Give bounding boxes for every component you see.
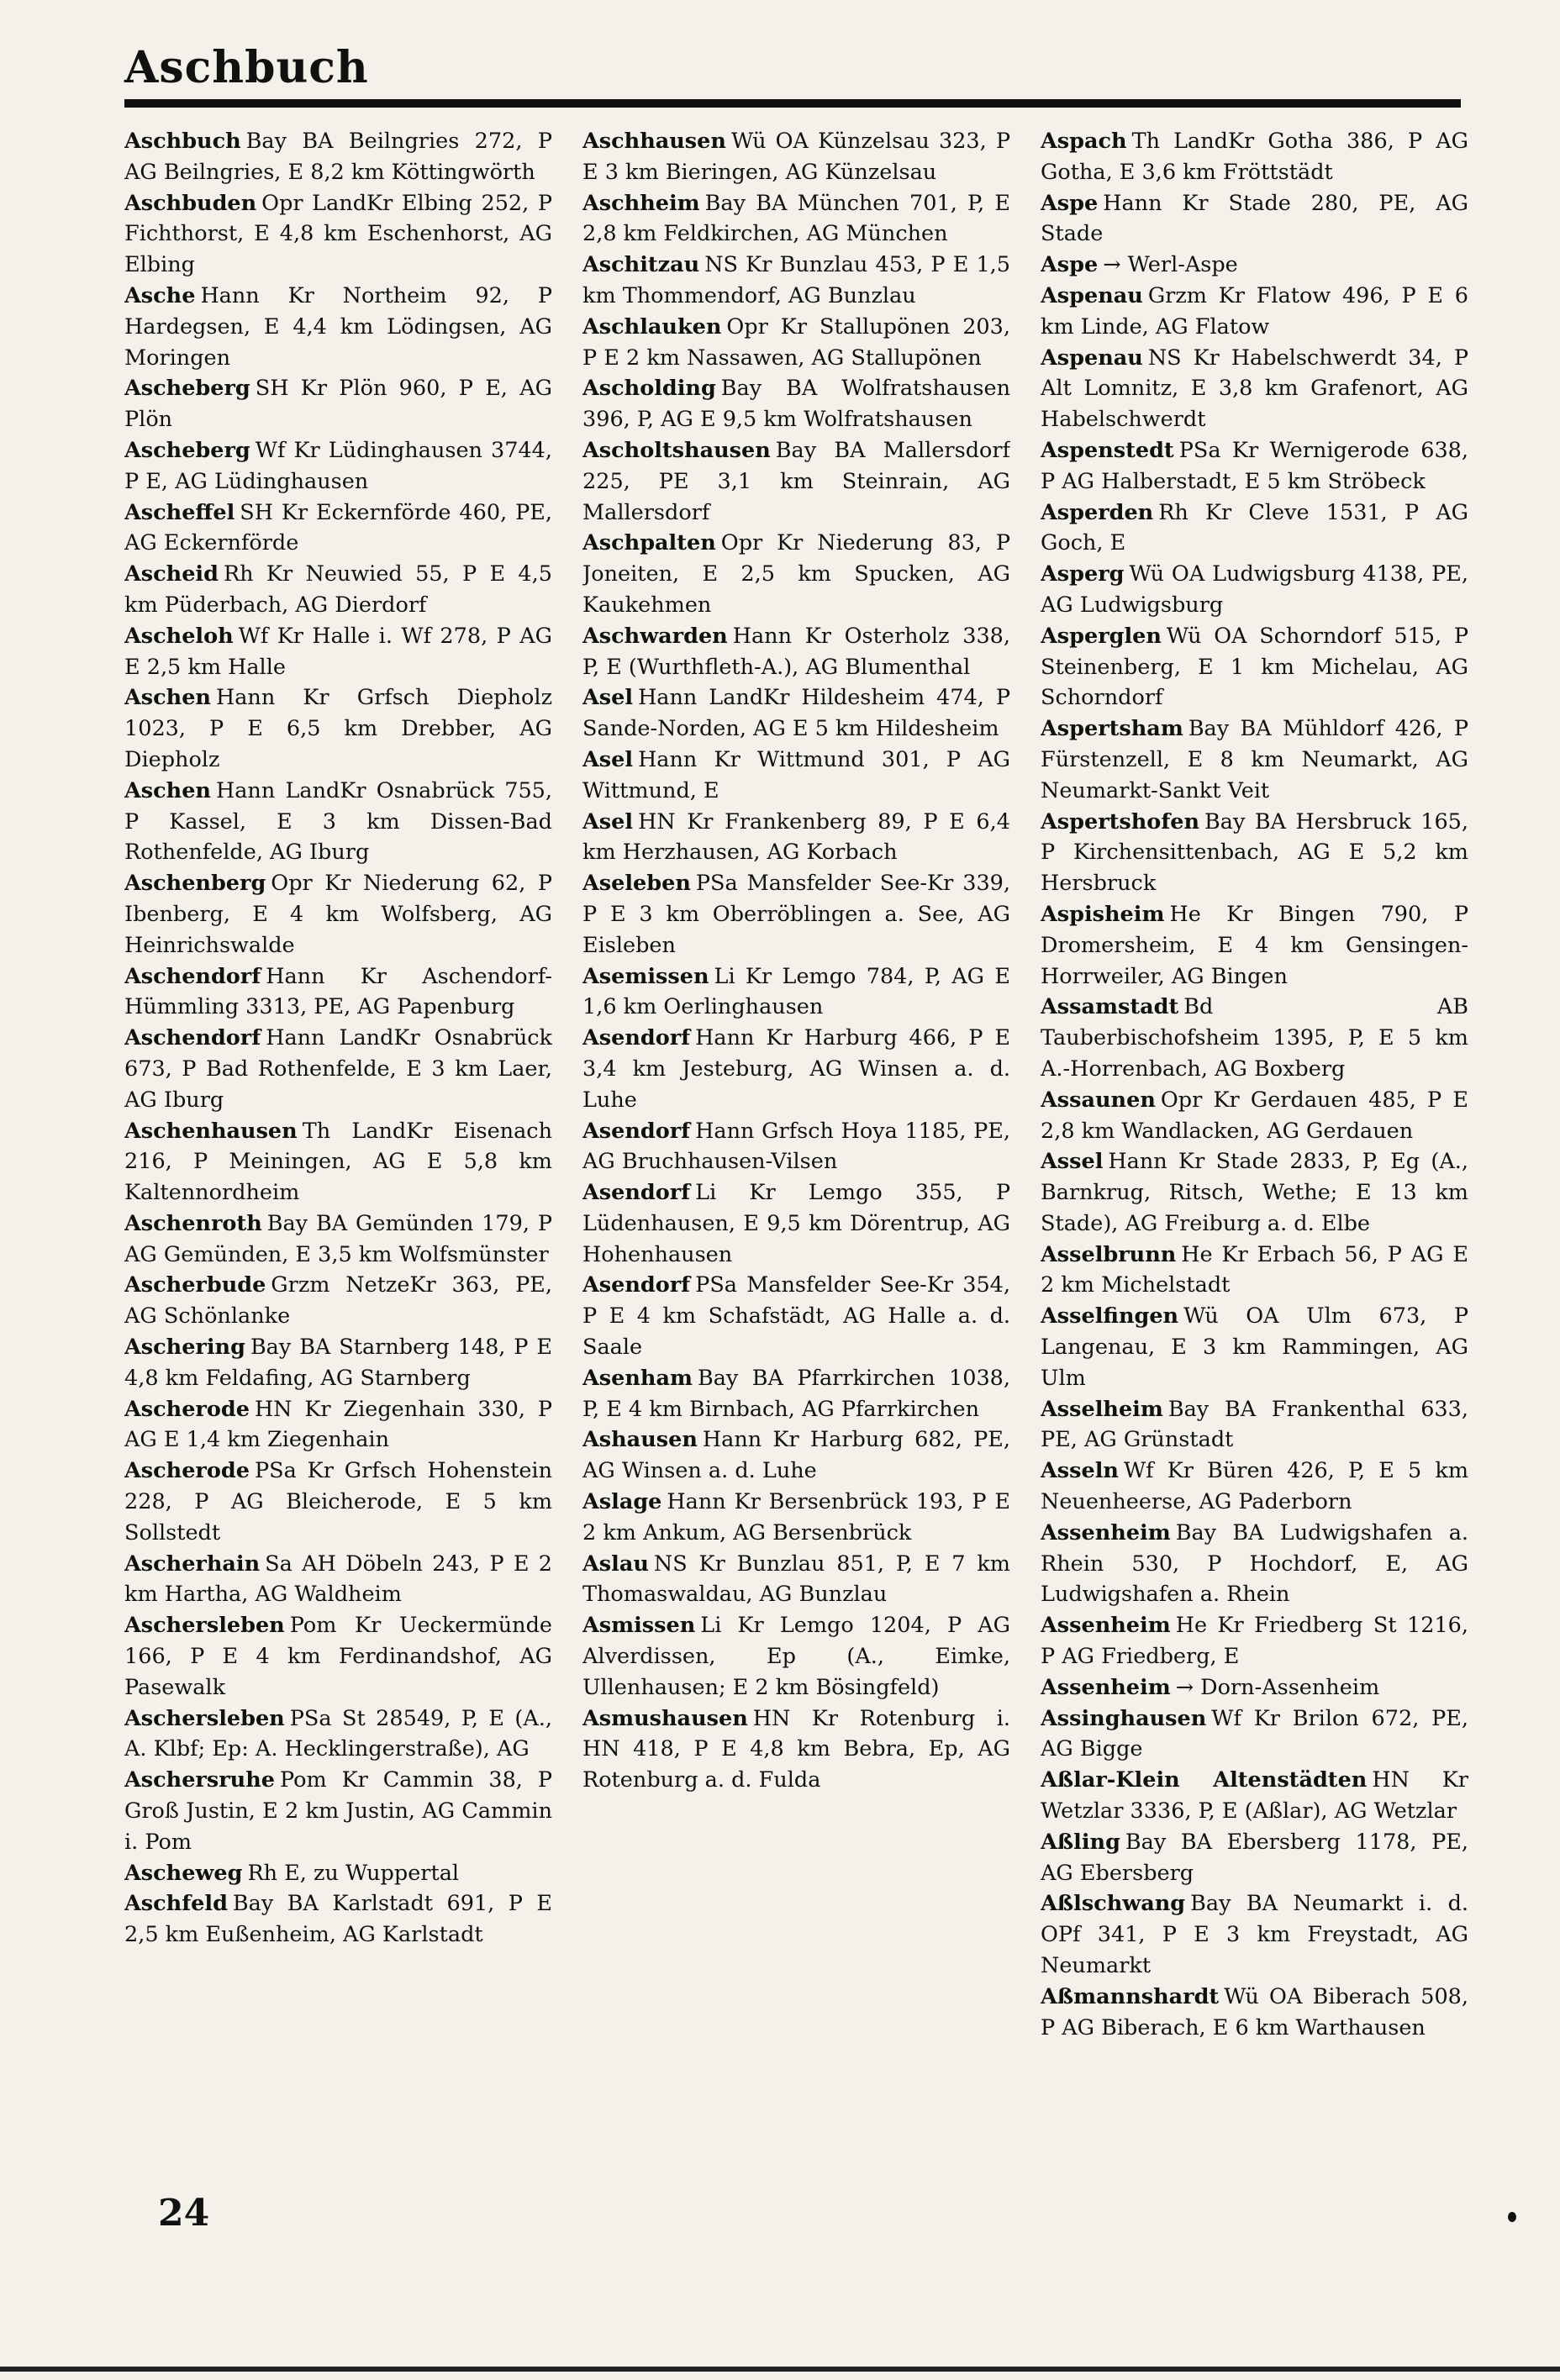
gazetteer-entry (124, 621, 552, 683)
gazetteer-entry (1041, 992, 1468, 1084)
entry-details: PSa Mansfelder See-Kr 354, P E 4 km Schafstädt, AG Halle a. d. Saale (582, 1272, 1010, 1361)
entry-headword: Aspe (1041, 190, 1099, 216)
gazetteer-entry (582, 1703, 1010, 1796)
entry-details: He Kr Erbach 56, P AG E 2 km Michelstadt (1041, 1241, 1468, 1298)
entry-details: Hann Kr Osterholz 338, P, E (Wurthfleth-A.), AG Blumenthal (582, 623, 1010, 680)
gazetteer-entry (124, 1456, 552, 1548)
gazetteer-entry (1041, 1827, 1468, 1889)
gazetteer-entry (124, 1208, 552, 1271)
entry-details: Li Kr Lemgo 1204, P AG Alverdissen, Ep (A., Eimke, Ullenhausen; E 2 km Bösingfeld) (582, 1613, 1010, 1700)
entry-headword: Asperglen (1041, 623, 1162, 649)
page-number: 24 (158, 2192, 210, 2235)
gazetteer-entry (1041, 1456, 1468, 1518)
entry-headword: Aslage (582, 1489, 662, 1515)
entry-headword: Asendorf (582, 1272, 691, 1298)
entry-headword: Asselfingen (1041, 1303, 1179, 1330)
entry-details: Hann Kr Harburg 466, P E 3,4 km Jesteburg, AG Winsen a. d. Luhe (582, 1025, 1010, 1113)
gazetteer-entry (582, 126, 1010, 188)
gazetteer-entry (124, 1888, 552, 1951)
page-header-title: Aschbuch (124, 42, 369, 93)
entry-details: PSa Kr Grfsch Hohenstein 228, P AG Bleicherode, E 5 km Sollstedt (124, 1458, 552, 1545)
entry-headword: Assenheim (1041, 1519, 1171, 1545)
entry-headword: Aschenhausen (124, 1118, 298, 1144)
entry-headword: Asel (582, 746, 634, 772)
gazetteer-entry (124, 1332, 552, 1394)
entry-headword: Asendorf (582, 1180, 691, 1206)
gazetteer-entry (582, 435, 1010, 528)
gazetteer-entry (582, 312, 1010, 374)
gazetteer-entry (582, 250, 1010, 312)
gazetteer-entry (582, 1270, 1010, 1362)
entry-headword: Aschersleben (124, 1705, 285, 1731)
gazetteer-entry (1041, 126, 1468, 188)
entry-headword: Ascherhain (124, 1551, 261, 1577)
scan-edge (0, 2367, 1560, 2372)
entry-headword: Aschpalten (582, 530, 716, 556)
gazetteer-entry (124, 776, 552, 868)
entry-details: Bay BA Gemünden 179, P AG Gemünden, E 3,5 km Wolfsmünster (124, 1210, 552, 1267)
entry-details: Sa AH Döbeln 243, P E 2 km Hartha, AG Waldheim (124, 1551, 552, 1608)
entry-headword: Aseleben (582, 871, 691, 897)
entry-headword: Aschwarden (582, 623, 728, 649)
entry-details: Bay BA Mallersdorf 225, PE 3,1 km Steinrain, AG Mallersdorf (582, 437, 1010, 525)
entry-headword: Aschbuch (124, 129, 241, 154)
entry-headword: Assel (1041, 1149, 1104, 1175)
header-rule (124, 99, 1461, 108)
entry-headword: Aschhausen (582, 129, 726, 154)
entry-headword: Aspenstedt (1041, 437, 1174, 463)
gazetteer-entry (124, 126, 552, 188)
entry-details: → Werl-Aspe (1103, 252, 1238, 278)
entry-headword: Ascherode (124, 1396, 250, 1422)
column-2 (582, 126, 1010, 2177)
gazetteer-entry (582, 528, 1010, 620)
entry-headword: Asemissen (582, 963, 709, 989)
entry-details: Hann Kr Wittmund 301, P AG Wittmund, E (582, 746, 1010, 803)
gazetteer-entry (1041, 498, 1468, 560)
entry-details: HN Kr Frankenberg 89, P E 6,4 km Herzhausen, AG Korbach (582, 808, 1010, 866)
gazetteer-entry (1041, 1518, 1468, 1610)
entry-details: Bay BA Ebersberg 1178, PE, AG Ebersberg (1041, 1829, 1468, 1886)
gazetteer-entry (124, 373, 552, 435)
gazetteer-entry (1041, 1610, 1468, 1672)
gazetteer-entry (1041, 188, 1468, 250)
gazetteer-entry (582, 373, 1010, 435)
entry-headword: Asche (124, 282, 196, 308)
gazetteer-entry (124, 559, 552, 621)
entry-headword: Aschendorf (124, 963, 261, 989)
entry-headword: Asel (582, 808, 634, 835)
entry-headword: Aschersruhe (124, 1767, 275, 1793)
entry-details: NS Kr Bunzlau 851, P, E 7 km Thomaswaldau, AG Bunzlau (582, 1551, 1010, 1608)
entry-headword: Ascherbude (124, 1272, 266, 1298)
gazetteer-entry (582, 961, 1010, 1024)
gazetteer-entry (582, 1177, 1010, 1270)
entry-details: Hann Kr Stade 2833, P, Eg (A., Barnkrug, Ritsch, Wethe; E 13 km Stade), AG Freiburg a. d. Elbe (1041, 1149, 1468, 1236)
entry-details: Rh E, zu Wuppertal (247, 1860, 460, 1886)
entry-details: Bay BA Karlstadt 691, P E 2,5 km Eußenheim, AG Karlstadt (124, 1891, 552, 1948)
entry-headword: Asmushausen (582, 1705, 748, 1731)
entry-details: Wü OA Künzelsau 323, P E 3 km Bieringen, AG Künzelsau (582, 129, 1010, 185)
gazetteer-entry (1041, 807, 1468, 899)
entry-headword: Aspenau (1041, 345, 1143, 371)
gazetteer-entry (124, 281, 552, 373)
gazetteer-entry (124, 1116, 552, 1208)
entry-headword: Aßmannshardt (1041, 1983, 1220, 2009)
gazetteer-entry (1041, 621, 1468, 713)
entry-details: Opr Kr Niederung 83, P Joneiten, E 2,5 km Spucken, AG Kaukehmen (582, 530, 1010, 618)
entry-headword: Aßlar-Klein Altenstädten (1041, 1767, 1368, 1793)
entry-headword: Aschfeld (124, 1891, 228, 1917)
entry-headword: Asperg (1041, 561, 1125, 587)
entry-details: Hann Kr Bersenbrück 193, P E 2 km Ankum, AG Bersenbrück (582, 1489, 1010, 1545)
gazetteer-entry (1041, 1703, 1468, 1766)
entry-details: HN Kr Ziegenhain 330, P AG E 1,4 km Ziegenhain (124, 1396, 552, 1453)
gazetteer-entry (1041, 1765, 1468, 1827)
entry-headword: Aspach (1041, 129, 1127, 154)
entry-details: Wf Kr Brilon 672, PE, AG Bigge (1041, 1705, 1468, 1762)
entry-details: Opr Kr Gerdauen 485, P E 2,8 km Wandlacken, AG Gerdauen (1041, 1087, 1468, 1144)
entry-headword: Ascheid (124, 561, 219, 587)
entry-headword: Aschering (124, 1335, 245, 1361)
gazetteer-entry (582, 682, 1010, 745)
entry-details: HN Kr Rotenburg i. HN 418, P E 4,8 km Bebra, Ep, AG Rotenburg a. d. Fulda (582, 1705, 1010, 1793)
entry-details: Hann Kr Grfsch Diepholz 1023, P E 6,5 km Drebber, AG Diepholz (124, 685, 552, 772)
entry-details: Wü OA Schorndorf 515, P Steinenberg, E 1 km Michelau, AG Schorndorf (1041, 623, 1468, 711)
entry-details: Hann Grfsch Hoya 1185, PE, AG Bruchhausen-Vilsen (582, 1118, 1010, 1175)
entry-details: Th LandKr Eisenach 216, P Meiningen, AG E 5,8 km Kaltennordheim (124, 1118, 552, 1206)
entry-headword: Aschitzau (582, 252, 700, 278)
entry-details: Bay BA München 701, P, E 2,8 km Feldkirchen, AG München (582, 190, 1010, 247)
gazetteer-entry (124, 498, 552, 560)
entry-details: Bay BA Frankenthal 633, PE, AG Grünstadt (1041, 1396, 1468, 1453)
gazetteer-entry (582, 1424, 1010, 1487)
entry-headword: Asselbrunn (1041, 1241, 1177, 1267)
entry-headword: Assaunen (1041, 1087, 1156, 1113)
gazetteer-entry (124, 1023, 552, 1115)
entry-headword: Ascheffel (124, 499, 235, 525)
entry-details: Hann Kr Stade 280, PE, AG Stade (1041, 190, 1468, 247)
gazetteer-entry (582, 745, 1010, 807)
entry-headword: Aschendorf (124, 1025, 261, 1051)
entry-details: Hann LandKr Osnabrück 755, P Kassel, E 3 km Dissen-Bad Rothenfelde, AG Iburg (124, 777, 552, 866)
entry-details: Bay BA Wolfratshausen 396, P, AG E 9,5 km Wolfratshausen (582, 376, 1010, 433)
gazetteer-entry (582, 868, 1010, 961)
entry-details: Pom Kr Ueckermünde 166, P E 4 km Ferdinandshof, AG Pasewalk (124, 1613, 552, 1700)
entry-details: He Kr Bingen 790, P Dromersheim, E 4 km Gensingen-Horrweiler, AG Bingen (1041, 901, 1468, 989)
entry-details: SH Kr Plön 960, P E, AG Plön (124, 376, 552, 433)
entry-headword: Asperden (1041, 499, 1154, 525)
entry-headword: Aslau (582, 1551, 649, 1577)
entry-details: Th LandKr Gotha 386, P AG Gotha, E 3,6 km Fröttstädt (1041, 129, 1468, 185)
entry-headword: Aschlauken (582, 313, 722, 340)
entry-details: Wü OA Ludwigsburg 4138, PE, AG Ludwigsburg (1041, 561, 1468, 618)
margin-dot (1508, 2212, 1516, 2222)
entry-headword: Asendorf (582, 1118, 691, 1144)
gazetteer-entry (582, 1116, 1010, 1178)
entry-details: Bay BA Neumarkt i. d. OPf 341, P E 3 km Freystadt, AG Neumarkt (1041, 1891, 1468, 1979)
gazetteer-entry (582, 1610, 1010, 1703)
entry-details: PSa Mansfelder See-Kr 339, P E 3 km Oberröblingen a. See, AG Eisleben (582, 871, 1010, 958)
entry-headword: Assamstadt (1041, 994, 1179, 1020)
entry-details: Opr Kr Stallupönen 203, P E 2 km Nassawen, AG Stallupönen (582, 313, 1010, 371)
column-3 (1041, 126, 1468, 2177)
entry-headword: Ascheweg (124, 1860, 243, 1886)
entry-details: Bay BA Mühldorf 426, P Fürstenzell, E 8 km Neumarkt, AG Neumarkt-Sankt Veit (1041, 716, 1468, 803)
entry-details: Pom Kr Cammin 38, P Groß Justin, E 2 km Justin, AG Cammin i. Pom (124, 1767, 552, 1855)
gazetteer-entry (582, 1487, 1010, 1549)
entry-details: Wü OA Ulm 673, P Langenau, E 3 km Rammingen, AG Ulm (1041, 1303, 1468, 1391)
entry-details: Bay BA Pfarrkirchen 1038, P, E 4 km Birnbach, AG Pfarrkirchen (582, 1365, 1010, 1422)
entry-details: Li Kr Lemgo 355, P Lüdenhausen, E 9,5 km Dörentrup, AG Hohenhausen (582, 1180, 1010, 1267)
gazetteer-entry (124, 961, 552, 1024)
entry-details: Hann Kr Northeim 92, P Hardegsen, E 4,4 km Lödingsen, AG Moringen (124, 282, 552, 371)
entry-details: Grzm Kr Flatow 496, P E 6 km Linde, AG Flatow (1041, 282, 1468, 340)
entry-headword: Aschenroth (124, 1210, 262, 1236)
gazetteer-entry (1041, 1085, 1468, 1147)
gazetteer-entry (1041, 281, 1468, 343)
entry-headword: Aßlschwang (1041, 1891, 1186, 1917)
entry-headword: Assenheim (1041, 1613, 1171, 1639)
gazetteer-entry (582, 807, 1010, 869)
entry-headword: Asel (582, 685, 634, 711)
entry-headword: Aschenberg (124, 871, 266, 897)
entry-headword: Ascholtshausen (582, 437, 771, 463)
gazetteer-entry (1041, 1146, 1468, 1239)
entry-details: Bay BA Starnberg 148, P E 4,8 km Feldafing, AG Starnberg (124, 1335, 552, 1391)
entry-columns (124, 126, 1469, 2177)
entry-headword: Aschheim (582, 190, 700, 216)
entry-details: Wf Kr Lüdinghausen 3744, P E, AG Lüdinghausen (124, 437, 552, 494)
gazetteer-entry (124, 682, 552, 775)
entry-details: Hann LandKr Osnabrück 673, P Bad Rothenfelde, E 3 km Laer, AG Iburg (124, 1025, 552, 1113)
entry-headword: Asselheim (1041, 1396, 1163, 1422)
entry-details: Opr Kr Niederung 62, P Ibenberg, E 4 km Wolfsberg, AG Heinrichswalde (124, 871, 552, 958)
entry-details: Wf Kr Halle i. Wf 278, P AG E 2,5 km Halle (124, 623, 552, 680)
entry-details: PSa Kr Wernigerode 638, P AG Halberstadt, E 5 km Ströbeck (1041, 437, 1468, 494)
entry-headword: Ashausen (582, 1427, 698, 1453)
gazetteer-entry (582, 1363, 1010, 1425)
column-1 (124, 126, 552, 2177)
gazetteer-entry (124, 1394, 552, 1456)
entry-details: HN Kr Wetzlar 3336, P, E (Aßlar), AG Wetzlar (1041, 1767, 1468, 1824)
entry-details: SH Kr Eckernförde 460, PE, AG Eckernförde (124, 499, 552, 556)
entry-details: NS Kr Bunzlau 453, P E 1,5 km Thommendorf, AG Bunzlau (582, 252, 1010, 308)
entry-headword: Aspenau (1041, 282, 1143, 308)
entry-headword: Aspe (1041, 252, 1099, 278)
entry-headword: Assinghausen (1041, 1705, 1207, 1731)
gazetteer-entry (124, 868, 552, 961)
entry-details: Rh Kr Neuwied 55, P E 4,5 km Püderbach, AG Dierdorf (124, 561, 552, 618)
entry-headword: Aschen (124, 777, 211, 803)
entry-headword: Aschersleben (124, 1613, 285, 1639)
gazetteer-entry (124, 435, 552, 498)
gazetteer-entry (1041, 1301, 1468, 1393)
entry-details: Bay BA Beilngries 272, P AG Beilngries, E 8,2 km Köttingwörth (124, 129, 552, 185)
entry-details: Hann Kr Aschendorf-Hümmling 3313, PE, AG Papenburg (124, 963, 552, 1020)
gazetteer-entry (124, 1610, 552, 1703)
gazetteer-entry (124, 1858, 552, 1889)
gazetteer-entry (1041, 1394, 1468, 1456)
entry-headword: Ascheloh (124, 623, 234, 649)
gazetteer-entry (1041, 1888, 1468, 1981)
gazetteer-entry (1041, 713, 1468, 806)
gazetteer-entry (1041, 250, 1468, 281)
entry-details: Opr LandKr Elbing 252, P Fichthorst, E 4,8 km Eschenhorst, AG Elbing (124, 190, 552, 278)
entry-details: → Dorn-Assenheim (1175, 1674, 1380, 1700)
gazetteer-entry (124, 1765, 552, 1857)
gazetteer-entry (1041, 435, 1468, 498)
entry-details: Li Kr Lemgo 784, P, AG E 1,6 km Oerlinghausen (582, 963, 1010, 1020)
entry-headword: Asseln (1041, 1458, 1119, 1484)
gazetteer-entry (1041, 899, 1468, 992)
entry-headword: Asmissen (582, 1613, 696, 1639)
entry-headword: Aßling (1041, 1829, 1120, 1855)
gazetteer-entry (582, 1023, 1010, 1115)
entry-details: Bay BA Ludwigshafen a. Rhein 530, P Hochdorf, E, AG Ludwigshafen a. Rhein (1041, 1519, 1468, 1608)
entry-details: Grzm NetzeKr 363, PE, AG Schönlanke (124, 1272, 552, 1330)
entry-headword: Asendorf (582, 1025, 691, 1051)
gazetteer-entry (1041, 1672, 1468, 1703)
entry-headword: Ascholding (582, 376, 716, 402)
gazetteer-entry (1041, 559, 1468, 621)
entry-headword: Aspisheim (1041, 901, 1165, 927)
gazetteer-entry (1041, 1982, 1468, 2044)
entry-headword: Asenham (582, 1365, 693, 1391)
entry-details: Wf Kr Büren 426, P, E 5 km Neuenheerse, AG Paderborn (1041, 1458, 1468, 1515)
entry-details: Hann LandKr Hildesheim 474, P Sande-Norden, AG E 5 km Hildesheim (582, 685, 1010, 742)
entry-headword: Ascherode (124, 1458, 250, 1484)
entry-headword: Aspertsham (1041, 716, 1183, 742)
entry-details: PSa St 28549, P, E (A., A. Klbf; Ep: A. Hecklingerstraße), AG (124, 1705, 552, 1762)
entry-headword: Ascheberg (124, 437, 250, 463)
entry-headword: Aschbuden (124, 190, 257, 216)
entry-details: NS Kr Habelschwerdt 34, P Alt Lomnitz, E 3,8 km Grafenort, AG Habelschwerdt (1041, 345, 1468, 433)
gazetteer-entry (582, 188, 1010, 250)
gazetteer-entry (124, 1703, 552, 1766)
gazetteer-entry (124, 1549, 552, 1611)
entry-headword: Aspertshofen (1041, 808, 1200, 835)
gazetteer-entry (1041, 343, 1468, 435)
entry-details: Bay BA Hersbruck 165, P Kirchensittenbach, AG E 5,2 km Hersbruck (1041, 808, 1468, 897)
entry-details: Rh Kr Cleve 1531, P AG Goch, E (1041, 499, 1468, 556)
entry-details: Wü OA Biberach 508, P AG Biberach, E 6 km Warthausen (1041, 1983, 1468, 2040)
entry-details: He Kr Friedberg St 1216, P AG Friedberg, E (1041, 1613, 1468, 1670)
entry-details: Bd AB Tauberbischofsheim 1395, P, E 5 km A.-Horrenbach, AG Boxberg (1041, 994, 1468, 1082)
gazetteer-entry (582, 1549, 1010, 1611)
entry-headword: Assenheim (1041, 1674, 1171, 1700)
entry-headword: Aschen (124, 685, 211, 711)
gazetteer-entry (124, 188, 552, 281)
entry-details: Hann Kr Harburg 682, PE, AG Winsen a. d. Luhe (582, 1427, 1010, 1484)
gazetteer-entry (582, 621, 1010, 683)
gazetteer-entry (1041, 1240, 1468, 1302)
entry-headword: Ascheberg (124, 376, 250, 402)
gazetteer-entry (124, 1270, 552, 1332)
